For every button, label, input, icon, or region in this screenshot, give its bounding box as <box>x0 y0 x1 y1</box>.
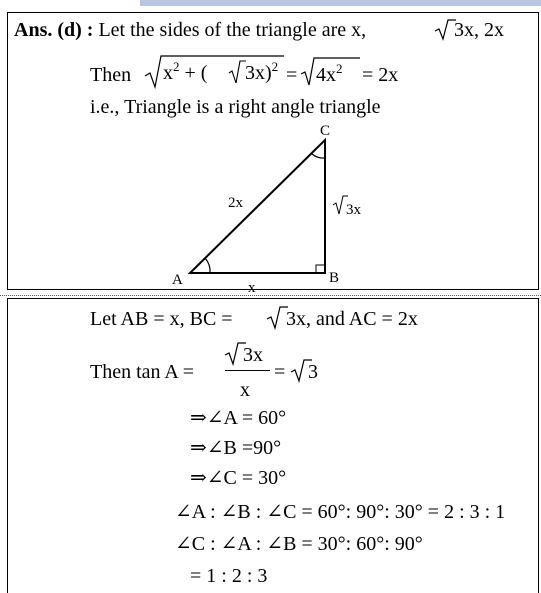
tan-num: 3x <box>243 344 263 366</box>
eq-exp3: 2 <box>336 61 343 76</box>
base-label: x <box>248 280 256 293</box>
divider <box>0 295 541 296</box>
tan-den: x <box>240 379 250 401</box>
eq-exp2: 2 <box>271 59 279 74</box>
step-b: ⇒∠B =90° <box>190 437 282 459</box>
vertex-a-label: A <box>172 272 183 288</box>
step-a: ⇒∠A = 60° <box>190 407 287 429</box>
ratio-1: ∠A : ∠B : ∠C = 60°: 90°: 30° = 2 : 3 : 1 <box>175 501 506 523</box>
angle-a-arc <box>205 258 210 273</box>
angle-c-arc <box>312 154 325 158</box>
let-line-a: Let AB = x, BC = <box>90 308 233 330</box>
eq-result: = 2x <box>362 64 399 86</box>
hypotenuse-label: 2x <box>228 195 243 211</box>
tan-eq: = <box>274 361 286 383</box>
side-lengths: 3x, 2x <box>454 19 504 41</box>
ratio-2: ∠C : ∠A : ∠B = 30°: 60°: 90° <box>175 533 423 555</box>
eq-r3x: 3x) <box>245 62 272 84</box>
eq-plus: + ( <box>184 62 208 84</box>
right-angle-mark <box>316 265 325 273</box>
tan-label: Then tan A = <box>90 361 195 383</box>
right-triangle-text: i.e., Triangle is a right angle triangle <box>90 96 381 118</box>
eq-equals: = <box>286 64 298 86</box>
intro-text: Let the sides of the triangle are x, <box>98 19 367 41</box>
let-line-b: 3x, and AC = 2x <box>286 308 418 330</box>
triangle-diagram <box>0 0 541 293</box>
sqrt-bc-icon <box>266 305 288 331</box>
eq-4x: 4x <box>316 64 336 86</box>
ratio-3: = 1 : 2 : 3 <box>190 565 268 587</box>
triangle-shape <box>190 140 325 273</box>
fraction-bar <box>225 370 270 371</box>
step-c: ⇒∠C = 30° <box>190 467 287 489</box>
vertex-b-label: B <box>329 270 340 286</box>
then-label: Then <box>90 64 132 86</box>
vertical-label: 3x <box>346 202 361 218</box>
eq-exp: 2 <box>173 59 180 74</box>
eq-x: x <box>163 62 173 84</box>
answer-prefix: Ans. (d) : <box>14 19 94 41</box>
vertex-c-label: C <box>320 123 331 139</box>
tan-res: 3 <box>308 361 318 383</box>
